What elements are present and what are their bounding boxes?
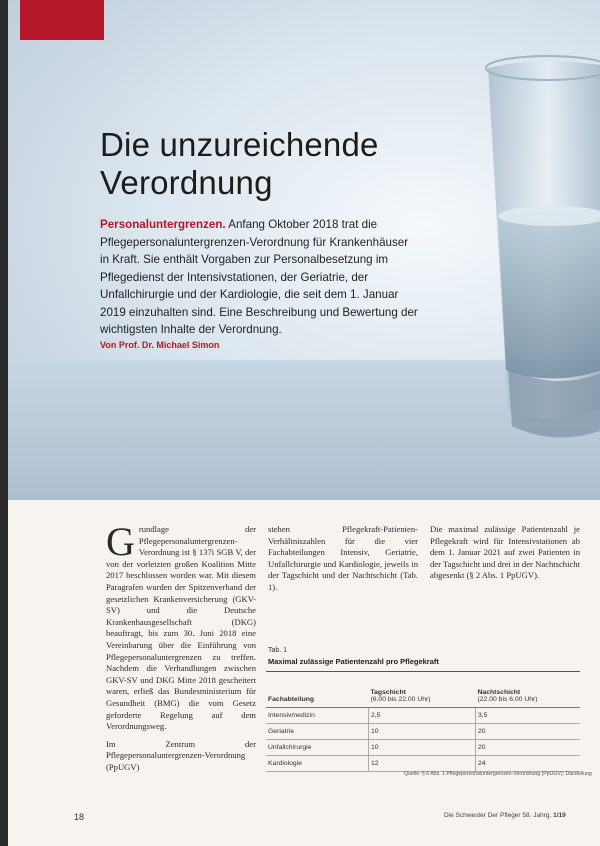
table-row: [266, 708, 580, 724]
magazine-name: Die Schwester Der Pfleger 58. Jahrg.: [444, 812, 552, 819]
header-night-hours: (22.00 bis 6.00 Uhr): [477, 696, 538, 703]
table-title: Maximal zulässige Patientenzahl pro Pflegekraft: [268, 657, 439, 666]
table-row: [266, 724, 580, 740]
article-title: [100, 126, 460, 202]
body-column-2: [268, 524, 418, 600]
table-row: [266, 740, 580, 756]
header-day-shift: [369, 672, 476, 708]
cell-day: 10: [369, 724, 476, 740]
lead-text: Anfang Oktober 2018 trat die Pflegepersonaluntergrenzen-Verordnung für Krankenhäuser in Kraft. Sie enthält Vorgaben zur Personalbesetzung im Pflegedienst der Intensivstationen, der Geriatrie, der Unfallchirurgie und der Kardiologie, die seit dem 1. Januar 2019 einzuhalten sind. Eine Beschreibung und Bewertung der wichtigsten Inhalte der Verordnung.: [100, 218, 418, 336]
header-day-hours: (6.00 bis 22.00 Uhr): [370, 696, 431, 703]
paragraph: [106, 519, 256, 733]
body-column-3: [430, 524, 580, 588]
paragraph: Im Zentrum der Pflegepersonaluntergrenzen-Verordnung (PpUGV): [106, 738, 256, 772]
article-lead: [100, 216, 420, 339]
table-source: Quelle: § 6 Abs. 1 Pflegepersonaluntergrenzen-Verordnung (PpUGV); Darstellung: [404, 771, 592, 777]
cell-department: Intensivmedizin: [266, 708, 369, 724]
author-byline: Von Prof. Dr. Michael Simon: [100, 340, 220, 350]
cell-day: 10: [369, 740, 476, 756]
body-column-1: [106, 519, 256, 779]
cell-night: 3,5: [476, 708, 581, 724]
table-label: Tab. 1: [268, 647, 288, 654]
header-night-label: Nachtschicht: [477, 689, 521, 696]
staffing-table: [266, 671, 580, 772]
header-day-label: Tagschicht: [370, 689, 406, 696]
magazine-footer: [444, 812, 566, 819]
cell-department: Unfallchirurgie: [266, 740, 369, 756]
cell-day: 12: [369, 756, 476, 772]
cell-night: 20: [476, 740, 581, 756]
lead-keyword: Personaluntergrenzen.: [100, 218, 226, 231]
issue-number: 1/19: [553, 812, 566, 819]
water-glass-image: [468, 48, 600, 468]
title-line-1: Die unzureichende: [100, 126, 379, 163]
paragraph: Die maximal zulässige Patientenzahl je Pflegekraft wird für Intensivstationen ab dem 1. Januar 2021 auf zwei Patienten in der Tagschicht und drei in der Nachtschicht abgesenkt (§ 2 Abs. 1 PpUGV).: [430, 524, 580, 581]
page-number: 18: [74, 812, 85, 822]
table-row: [266, 756, 580, 772]
cell-night: 20: [476, 724, 581, 740]
cell-night: 24: [476, 756, 581, 772]
cell-department: Kardiologie: [266, 756, 369, 772]
header-department: Fachabteilung: [266, 672, 369, 708]
table-header-row: [266, 672, 580, 708]
cell-day: 2,5: [369, 708, 476, 724]
drop-cap: G: [106, 519, 135, 564]
paragraph: stehen Pflegekraft-Patienten-Verhältniszahlen für die vier Fachabteilungen Intensiv, Geriatrie, Unfallchirurgie und Kardiologie, jeweils in der Tagschicht und der Nachtschicht (Tab. 1).: [268, 524, 418, 592]
cell-department: Geriatrie: [266, 724, 369, 740]
section-tab: [20, 0, 104, 40]
title-line-2: Verordnung: [100, 164, 273, 201]
paragraph-text: rundlage der Pflegepersonaluntergrenzen-Verordnung ist § 137i SGB V, der von der vorletzten großen Koalition Mitte 2017 beschlossen worden war. Mit diesem Paragrafen wurden der Spitzenverband der gesetzlichen Krankenversicherung (GKV-SV) und die Deutsche Krankenhausgesellschaft (DKG) beauftragt, bis zum 30. Juni 2018 eine Vereinbarung über die Einführung von Pflegepersonaluntergrenzen zu treffen. Nachdem die Verhandlungen zwischen GKV-SV und DKG Mitte 2018 gescheitert waren, erließ das Bundesministerium für Gesundheit (BMG) die vom Gesetz geforderte Regelung auf dem Verordnungsweg.: [106, 524, 256, 732]
header-night-shift: [476, 672, 581, 708]
